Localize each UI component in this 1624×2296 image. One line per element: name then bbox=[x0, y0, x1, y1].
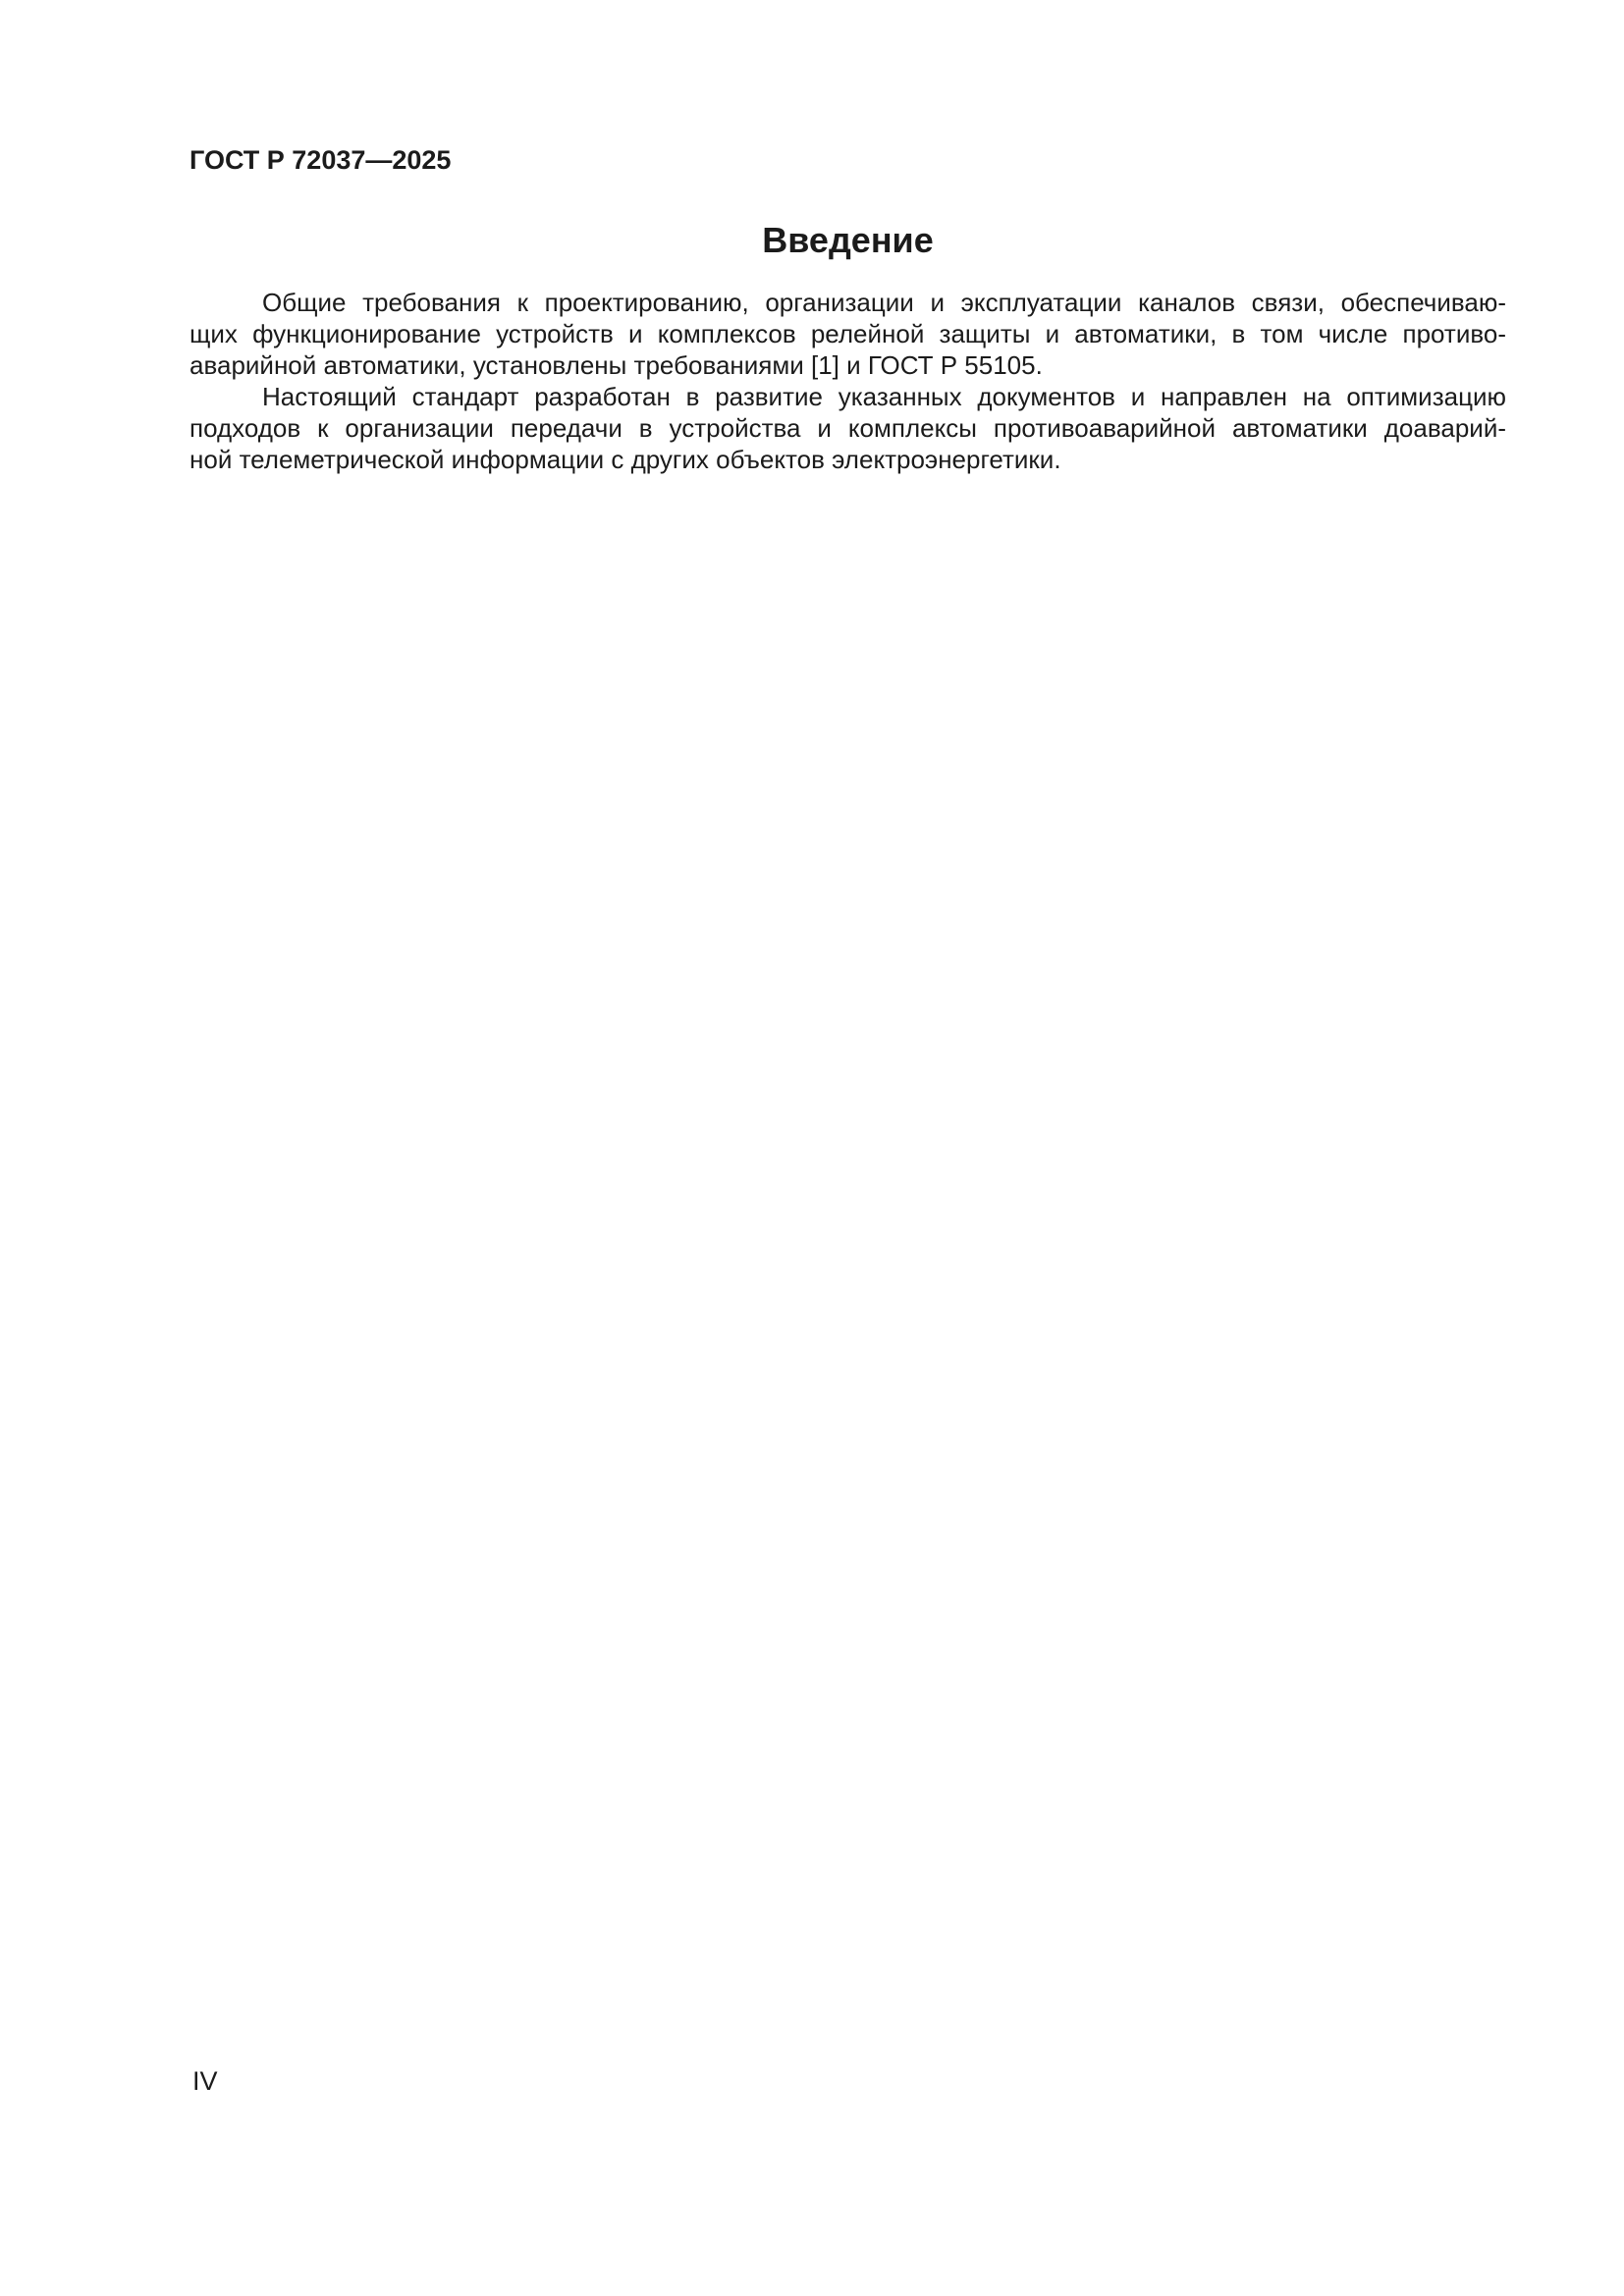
paragraph-1 bbox=[189, 287, 1506, 381]
paragraph-1-line-2: щих функционирование устройств и комплексов релейной защиты и автоматики, в том числе противо- bbox=[189, 319, 1506, 348]
page-number: IV bbox=[192, 2066, 218, 2096]
paragraph-2-line-1: Настоящий стандарт разработан в развитие указанных документов и направлен на оптимизацию bbox=[262, 382, 1506, 411]
section-title: Введение bbox=[762, 220, 934, 260]
paragraph-2-line-3: ной телеметрической информации с других объектов электроэнергетики. bbox=[189, 445, 1061, 474]
paragraph-1-line-3: аварийной автоматики, установлены требованиями [1] и ГОСТ Р 55105. bbox=[189, 350, 1043, 380]
paragraph-1-line-1: Общие требования к проектированию, организации и эксплуатации каналов связи, обеспечиваю- bbox=[262, 288, 1506, 317]
introduction-text bbox=[189, 287, 1506, 475]
document-code: ГОСТ Р 72037—2025 bbox=[189, 145, 452, 175]
paragraph-2 bbox=[189, 381, 1506, 475]
paragraph-2-line-2: подходов к организации передачи в устройства и комплексы противоаварийной автоматики доаварий- bbox=[189, 413, 1506, 443]
